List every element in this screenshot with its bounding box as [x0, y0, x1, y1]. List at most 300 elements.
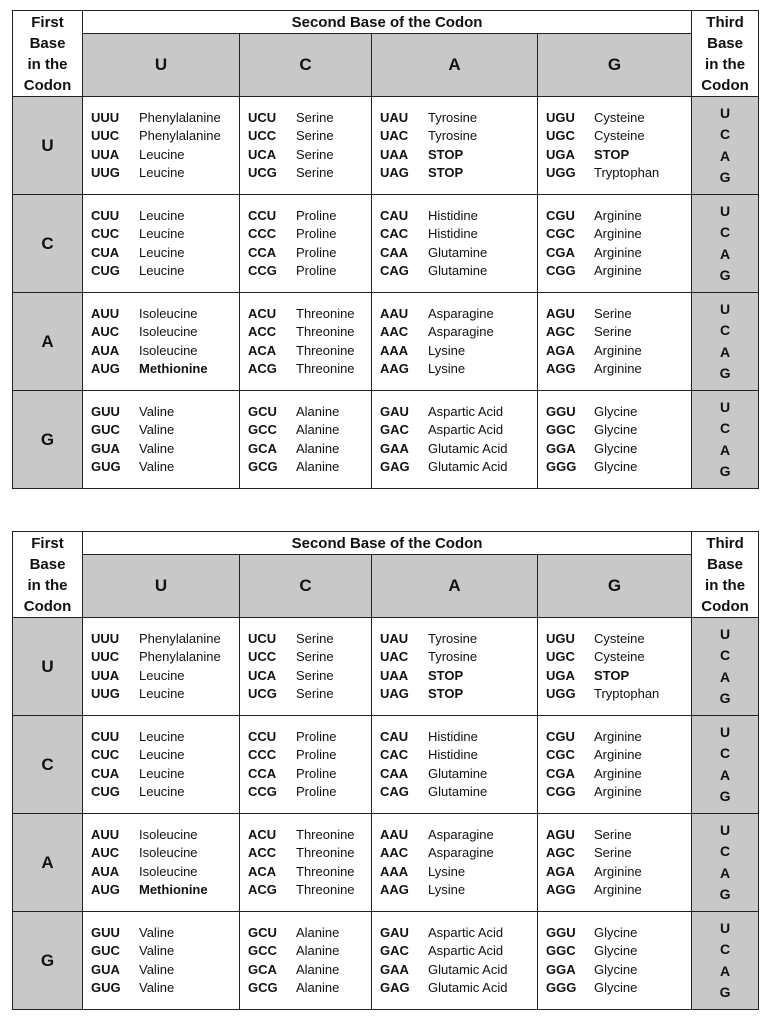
codon-entry: [91, 648, 239, 666]
amino-acid: Glutamine: [428, 783, 488, 799]
third-base-letter: U: [719, 202, 731, 219]
third-base-letter: U: [719, 821, 731, 838]
codon-entry: [380, 844, 537, 862]
amino-acid: Asparagine: [428, 845, 494, 861]
codon: AAG: [380, 360, 409, 376]
amino-acid: Arginine: [594, 863, 642, 879]
third-base-letter: A: [719, 147, 731, 164]
third-base-letter: A: [719, 766, 731, 783]
codon-entry: [248, 979, 371, 997]
amino-acid: Cysteine: [594, 128, 645, 144]
codon: CAU: [380, 207, 409, 223]
codon: GGU: [546, 403, 576, 419]
codon: ACG: [248, 360, 277, 376]
amino-acid: Glutamine: [428, 244, 488, 260]
amino-acid: Arginine: [594, 262, 642, 278]
codon: UAG: [380, 685, 409, 701]
amino-acid: Proline: [296, 765, 337, 781]
third-base-letter: C: [719, 843, 731, 859]
codon: GUC: [91, 422, 120, 438]
codon: ACA: [248, 863, 277, 879]
codon-entry: [248, 765, 371, 783]
codon-entry: [546, 648, 691, 666]
codon: UAU: [380, 630, 409, 646]
third-base-header-line: Third: [706, 13, 744, 31]
amino-acid: Tyrosine: [428, 109, 478, 125]
amino-acid: Serine: [296, 685, 334, 701]
third-base-letter: C: [719, 126, 731, 142]
codon-entry: [91, 164, 239, 182]
first-base-header-line: Codon: [23, 597, 72, 615]
codon-cell: [538, 814, 692, 912]
codon-entry: [91, 244, 239, 262]
codon: CUC: [91, 226, 120, 242]
table-row: [13, 716, 759, 814]
second-base-column-header: G: [538, 34, 692, 97]
amino-acid: Alanine: [296, 979, 340, 995]
codon-entry: [546, 728, 691, 746]
amino-acid: Proline: [296, 783, 337, 799]
codon: UAG: [380, 164, 409, 180]
codon-entry: [380, 127, 537, 145]
codon: UUA: [91, 146, 120, 162]
codon-entry: [248, 458, 371, 476]
third-base-header-line: Codon: [701, 76, 749, 94]
amino-acid: Serine: [594, 845, 632, 861]
first-base-row-header: U: [13, 97, 83, 195]
amino-acid: Arginine: [594, 226, 642, 242]
amino-acid: Leucine: [139, 164, 185, 180]
first-base-row-header: G: [13, 391, 83, 489]
codon: GGG: [546, 979, 577, 995]
codon: UAC: [380, 128, 409, 144]
third-base-header-line: in the: [705, 55, 746, 73]
codon-cell: [538, 97, 692, 195]
codon: UGU: [546, 109, 575, 125]
codon: GAC: [380, 422, 409, 438]
first-base-row-header: A: [13, 293, 83, 391]
codon: CAC: [380, 747, 409, 763]
codon-entry: [546, 164, 691, 182]
first-base-row-header: A: [13, 814, 83, 912]
codon: CCG: [248, 783, 277, 799]
amino-acid: Proline: [296, 244, 337, 260]
first-base-header-line: First: [31, 534, 64, 552]
amino-acid: Proline: [296, 262, 337, 278]
codon-entry: [91, 961, 239, 979]
amino-acid: Threonine: [296, 863, 355, 879]
amino-acid: Valine: [139, 422, 175, 438]
amino-acid: Arginine: [594, 360, 642, 376]
codon-entry: [248, 667, 371, 685]
third-base-cell: [692, 293, 759, 391]
codon-cell: [372, 293, 538, 391]
codon: CGA: [546, 244, 575, 260]
amino-acid: Serine: [296, 109, 334, 125]
codon-cell: [372, 195, 538, 293]
amino-acid: Leucine: [139, 765, 185, 781]
codon-entry: [91, 881, 239, 899]
codon: GGG: [546, 458, 577, 474]
amino-acid: Histidine: [428, 226, 478, 242]
codon: GUG: [91, 979, 121, 995]
codon: UGA: [546, 146, 575, 162]
codon: CGA: [546, 765, 575, 781]
second-base-column-header: U: [83, 34, 240, 97]
amino-acid: Cysteine: [594, 649, 645, 665]
codon: ACU: [248, 305, 277, 321]
codon-entry: [380, 360, 537, 378]
codon-entry: [248, 685, 371, 703]
amino-acid: Threonine: [296, 845, 355, 861]
codon-entry: [248, 207, 371, 225]
codon: CGU: [546, 728, 575, 744]
codon-cell: [372, 618, 538, 716]
codon-cell: [83, 716, 240, 814]
codon-entry: [248, 403, 371, 421]
codon-entry: [248, 630, 371, 648]
amino-acid: Glycine: [594, 961, 638, 977]
codon-entry: [380, 746, 537, 764]
amino-acid: Valine: [139, 979, 175, 995]
codon: UCC: [248, 649, 277, 665]
codon-cell: [240, 293, 372, 391]
amino-acid: Arginine: [594, 207, 642, 223]
codon: GUU: [91, 924, 120, 940]
codon-entry: [91, 323, 239, 341]
codon: AGG: [546, 881, 576, 897]
amino-acid: Arginine: [594, 881, 642, 897]
codon-entry: [91, 979, 239, 997]
amino-acid: Methionine: [139, 881, 208, 897]
third-base-letter: A: [719, 668, 731, 685]
codon: CGU: [546, 207, 575, 223]
codon: GGU: [546, 924, 576, 940]
amino-acid: Arginine: [594, 747, 642, 763]
codon: AUC: [91, 324, 120, 340]
codon-entry: [546, 667, 691, 685]
first-base-row-header: U: [13, 618, 83, 716]
amino-acid: Arginine: [594, 342, 642, 358]
codon-entry: [380, 924, 537, 942]
codon-cell: [83, 195, 240, 293]
codon: AGA: [546, 863, 575, 879]
codon-entry: [248, 746, 371, 764]
amino-acid: Lysine: [428, 342, 466, 358]
codon: CUG: [91, 783, 120, 799]
codon: GCC: [248, 422, 277, 438]
codon-entry: [380, 648, 537, 666]
amino-acid: Phenylalanine: [139, 109, 221, 125]
third-base-letter: G: [719, 788, 731, 804]
codon-entry: [380, 207, 537, 225]
amino-acid: Arginine: [594, 783, 642, 799]
codon: UGG: [546, 685, 576, 701]
amino-acid: Threonine: [296, 360, 355, 376]
amino-acid: Alanine: [296, 403, 340, 419]
amino-acid: Isoleucine: [139, 863, 198, 879]
codon-entry: [91, 127, 239, 145]
amino-acid: Asparagine: [428, 826, 494, 842]
codon-cell: [83, 391, 240, 489]
codon-entry: [91, 667, 239, 685]
codon-entry: [546, 127, 691, 145]
amino-acid: Glycine: [594, 403, 638, 419]
amino-acid: Alanine: [296, 440, 340, 456]
codon: CUA: [91, 244, 120, 260]
codon-entry: [546, 305, 691, 323]
codon-entry: [546, 323, 691, 341]
codon-entry: [248, 421, 371, 439]
amino-acid: Serine: [296, 164, 334, 180]
codon-table: [12, 10, 759, 489]
amino-acid: Proline: [296, 226, 337, 242]
codon-entry: [380, 244, 537, 262]
codon: GAC: [380, 943, 409, 959]
codon-entry: [546, 783, 691, 801]
codon-entry: [546, 225, 691, 243]
amino-acid: Leucine: [139, 244, 185, 260]
codon: UUA: [91, 667, 120, 683]
amino-acid: Aspartic Acid: [428, 924, 504, 940]
codon-cell: [538, 716, 692, 814]
codon: AUA: [91, 342, 120, 358]
codon-cell: [240, 97, 372, 195]
codon-cell: [240, 618, 372, 716]
codon-entry: [248, 863, 371, 881]
first-base-header-line: Codon: [23, 76, 72, 94]
codon: GCA: [248, 440, 277, 456]
codon-entry: [248, 961, 371, 979]
third-base-letter: C: [719, 322, 731, 338]
amino-acid: Histidine: [428, 728, 478, 744]
amino-acid: Valine: [139, 924, 175, 940]
codon-entry: [380, 342, 537, 360]
amino-acid: Tryptophan: [594, 685, 660, 701]
amino-acid: Proline: [296, 747, 337, 763]
amino-acid: Lysine: [428, 360, 466, 376]
amino-acid: Threonine: [296, 826, 355, 842]
codon-cell: [240, 814, 372, 912]
codon: CUA: [91, 765, 120, 781]
codon: CAA: [380, 244, 409, 260]
codon-entry: [380, 323, 537, 341]
amino-acid: Isoleucine: [139, 826, 198, 842]
codon-entry: [546, 244, 691, 262]
amino-acid: Tyrosine: [428, 128, 478, 144]
third-base-letter: C: [719, 745, 731, 761]
amino-acid: Aspartic Acid: [428, 403, 504, 419]
codon-entry: [248, 109, 371, 127]
third-base-letter: G: [719, 365, 731, 381]
codon-entry: [380, 421, 537, 439]
amino-acid: Tryptophan: [594, 164, 660, 180]
third-base-cell: [692, 814, 759, 912]
codon-entry: [248, 844, 371, 862]
codon-entry: [546, 146, 691, 164]
codon-cell: [372, 391, 538, 489]
codon-entry: [546, 262, 691, 280]
codon-entry: [91, 305, 239, 323]
amino-acid: Lysine: [428, 881, 466, 897]
codon: AUG: [91, 881, 120, 897]
amino-acid: Alanine: [296, 924, 340, 940]
codon: CAU: [380, 728, 409, 744]
amino-acid: Leucine: [139, 783, 185, 799]
table-row: [13, 618, 759, 716]
codon-entry: [91, 783, 239, 801]
codon-table: [12, 531, 759, 1010]
codon: CCG: [248, 262, 277, 278]
amino-acid: STOP: [594, 146, 630, 162]
amino-acid: Asparagine: [428, 324, 494, 340]
codon-entry: [248, 262, 371, 280]
codon: AAA: [380, 863, 409, 879]
second-base-column-header: C: [240, 555, 372, 618]
third-base-cell: [692, 391, 759, 489]
codon-cell: [372, 814, 538, 912]
third-base-header: [692, 532, 759, 618]
codon: GCG: [248, 979, 278, 995]
codon: UAU: [380, 109, 409, 125]
codon: UGU: [546, 630, 575, 646]
codon: CCU: [248, 728, 277, 744]
codon-cell: [372, 97, 538, 195]
amino-acid: Glycine: [594, 979, 638, 995]
codon-entry: [380, 765, 537, 783]
codon-entry: [91, 826, 239, 844]
codon-entry: [380, 305, 537, 323]
codon-entry: [91, 360, 239, 378]
third-base-header-line: Third: [706, 534, 744, 552]
third-base-letter: G: [719, 267, 731, 283]
third-base-header: [692, 11, 759, 97]
codon: UAC: [380, 649, 409, 665]
codon: ACC: [248, 845, 277, 861]
first-base-row-header: G: [13, 912, 83, 1010]
amino-acid: Leucine: [139, 226, 185, 242]
third-base-header-line: Base: [707, 555, 743, 573]
amino-acid: STOP: [428, 164, 464, 180]
codon: AGU: [546, 305, 575, 321]
codon-entry: [91, 421, 239, 439]
amino-acid: Leucine: [139, 747, 185, 763]
codon-entry: [248, 942, 371, 960]
codon-entry: [248, 924, 371, 942]
codon: AUC: [91, 845, 120, 861]
codon-entry: [546, 685, 691, 703]
amino-acid: STOP: [594, 667, 630, 683]
third-base-letter: U: [719, 625, 731, 642]
table-row: [13, 195, 759, 293]
codon: UCC: [248, 128, 277, 144]
amino-acid: Leucine: [139, 146, 185, 162]
codon-entry: [91, 685, 239, 703]
codon-entry: [380, 942, 537, 960]
codon-entry: [546, 844, 691, 862]
table-row: [13, 814, 759, 912]
codon-cell: [83, 814, 240, 912]
third-base-letter: A: [719, 441, 731, 458]
amino-acid: Phenylalanine: [139, 128, 221, 144]
second-base-column-header: C: [240, 34, 372, 97]
amino-acid: Serine: [594, 826, 632, 842]
codon: UCA: [248, 667, 277, 683]
amino-acid: Arginine: [594, 765, 642, 781]
codon-entry: [546, 746, 691, 764]
table-row: [13, 391, 759, 489]
codon: AAC: [380, 845, 409, 861]
third-base-header-line: Codon: [701, 597, 749, 615]
amino-acid: Lysine: [428, 863, 466, 879]
codon: AGC: [546, 324, 575, 340]
third-base-letter: U: [719, 300, 731, 317]
codon: UCU: [248, 630, 277, 646]
codon: GGC: [546, 943, 576, 959]
amino-acid: Glutamic Acid: [428, 440, 508, 456]
codon: GCU: [248, 403, 277, 419]
codon: GAU: [380, 924, 409, 940]
amino-acid: Cysteine: [594, 630, 645, 646]
codon-entry: [380, 881, 537, 899]
first-base-header-line: Base: [29, 555, 66, 573]
first-base-header-line: in the: [27, 576, 68, 594]
codon-entry: [248, 146, 371, 164]
amino-acid: STOP: [428, 146, 464, 162]
amino-acid: Serine: [296, 667, 334, 683]
amino-acid: Isoleucine: [139, 845, 198, 861]
codon-entry: [380, 863, 537, 881]
third-base-header-line: Base: [707, 34, 743, 52]
table-row: [13, 97, 759, 195]
codon-cell: [83, 97, 240, 195]
codon-entry: [380, 458, 537, 476]
amino-acid: Methionine: [139, 360, 208, 376]
codon-cell: [83, 618, 240, 716]
codon-entry: [380, 783, 537, 801]
codon: CAG: [380, 783, 409, 799]
amino-acid: Serine: [594, 305, 632, 321]
codon: CAG: [380, 262, 409, 278]
amino-acid: Proline: [296, 207, 337, 223]
amino-acid: Threonine: [296, 305, 355, 321]
codon: UUG: [91, 685, 120, 701]
third-base-letter: U: [719, 723, 731, 740]
codon-cell: [538, 912, 692, 1010]
codon: ACA: [248, 342, 277, 358]
codon: CCA: [248, 765, 277, 781]
codon: CCA: [248, 244, 277, 260]
second-base-column-header: U: [83, 555, 240, 618]
amino-acid: Proline: [296, 728, 337, 744]
codon-entry: [91, 207, 239, 225]
codon-entry: [546, 979, 691, 997]
codon: UGC: [546, 649, 575, 665]
codon-entry: [380, 826, 537, 844]
codon-entry: [248, 164, 371, 182]
codon-entry: [546, 826, 691, 844]
codon: UAA: [380, 667, 409, 683]
codon: ACU: [248, 826, 277, 842]
first-base-header-line: Base: [29, 34, 66, 52]
codon-entry: [91, 403, 239, 421]
codon-entry: [248, 826, 371, 844]
first-base-row-header: C: [13, 716, 83, 814]
codon: UUU: [91, 109, 120, 125]
codon: CAC: [380, 226, 409, 242]
codon: AAG: [380, 881, 409, 897]
amino-acid: Glutamine: [428, 765, 488, 781]
